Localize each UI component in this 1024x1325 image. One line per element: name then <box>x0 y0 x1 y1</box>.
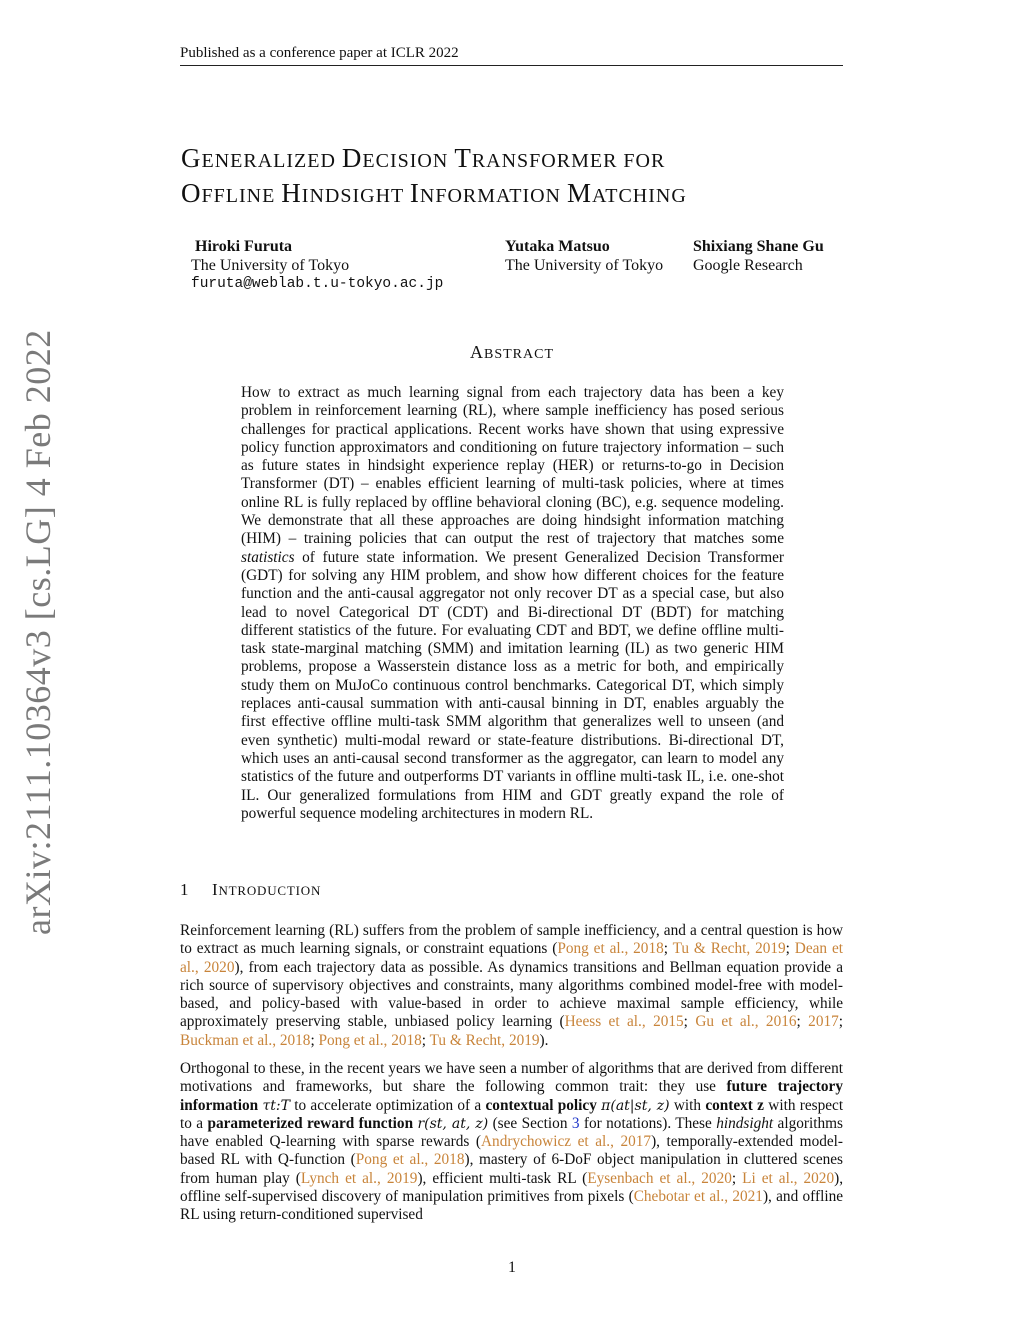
citation-link[interactable]: Heess et al., 2015 <box>564 1013 684 1031</box>
page-number: 1 <box>508 1259 516 1276</box>
citation-link[interactable]: 2017 <box>808 1013 839 1031</box>
citation-link[interactable]: Chebotar et al., 2021 <box>633 1188 763 1206</box>
intro-paragraph-2: Orthogonal to these, in the recent years we have seen a number of algorithms that are derived from different motivations and frameworks, but share the following common trait: they use future trajectory information τt:T to accelerate optimization of a contextual policy π(at|st, z) with context z with respect to a parameterized reward function r(st, at, z) (see Section 3 for notations). These hindsight algorithms have enabled Q-learning with sparse rewards (Andrychowicz et al., 2017), temporally-extended model-based RL with Q-function (Pong et al., 2018), mastery of 6-DoF object manipulation in cluttered scenes from human play (Lynch et al., 2019), efficient multi-task RL (Eysenbach et al., 2020; Li et al., 2020), offline self-supervised discovery of manipulation primitives from pixels (Chebotar et al., 2021), and offline RL using return-conditioned supervised <box>180 1060 844 1224</box>
citation-link[interactable]: Pong et al., 2018 <box>557 940 664 958</box>
author-affiliation: The University of Tokyo <box>191 257 350 274</box>
section-reference-link[interactable]: 3 <box>571 1114 580 1132</box>
author-block <box>505 237 663 275</box>
abstract-heading: ABSTRACT <box>469 342 554 362</box>
author-email[interactable]: furuta@weblab.t.u-tokyo.ac.jp <box>191 276 444 292</box>
citation-link[interactable]: Eysenbach et al., 2020 <box>587 1169 732 1187</box>
section-heading-introduction: 1 INTRODUCTION <box>180 880 322 899</box>
author-name: Hiroki Furuta <box>195 238 293 255</box>
author-affiliation: The University of Tokyo <box>505 257 664 274</box>
citation-link[interactable]: Dean et al., 2020 <box>180 940 843 976</box>
citation-link[interactable]: Li et al., 2020 <box>742 1169 835 1187</box>
citation-link[interactable]: Buckman et al., 2018 <box>180 1031 311 1049</box>
arxiv-identifier[interactable]: arXiv:2111.10364v3 [cs.LG] 4 Feb 2022 <box>18 329 58 935</box>
author-block <box>191 237 443 294</box>
citation-link[interactable]: Lynch et al., 2019 <box>300 1169 418 1187</box>
citation-link[interactable]: Tu & Recht, 2019 <box>429 1031 540 1049</box>
math-reward: r(st, at, z) <box>417 1115 489 1132</box>
running-header: Published as a conference paper at ICLR 2022 <box>180 44 843 66</box>
citation-link[interactable]: Pong et al., 2018 <box>355 1151 465 1169</box>
intro-paragraph-1: Reinforcement learning (RL) suffers from the problem of sample inefficiency, and a central question is how to extract as much learning signals, or constraint equations (Pong et al., 2018; Tu & Recht, 2019; Dean et al., 2020), from each trajectory data as possible. As dynamics transitions and Bellman equation provide a rich source of supervisory objectives and constraints, many algorithms combined model-free with model-based, and policy-based with value-based in order to achieve maximal sample efficiency, while approximately preserving stable, unbiased policy learning (Heess et al., 2015; Gu et al., 2016; 2017; Buckman et al., 2018; Pong et al., 2018; Tu & Recht, 2019). <box>180 922 844 1049</box>
citation-link[interactable]: Andrychowicz et al., 2017 <box>481 1133 652 1151</box>
citation-link[interactable]: Gu et al., 2016 <box>695 1013 797 1031</box>
title-line-1: GENERALIZED DECISION TRANSFORMER FOR <box>181 143 666 173</box>
author-affiliation: Google Research <box>693 257 803 274</box>
paper-title <box>181 142 861 212</box>
author-block <box>693 237 824 275</box>
abstract-emphasis: statistics <box>241 548 295 566</box>
math-policy: π(at|st, z) <box>601 1097 670 1114</box>
title-line-2: OFFLINE HINDSIGHT INFORMATION MATCHING <box>181 178 687 208</box>
author-name: Shixiang Shane Gu <box>693 238 824 255</box>
citation-link[interactable]: Pong et al., 2018 <box>318 1031 422 1049</box>
abstract-body: How to extract as much learning signal from each trajectory data has been a key problem in reinforcement learning (RL), where sample inefficiency has posed serious challenges for practical applications. Recent works have shown that using expressive policy function approximators and conditioning on future trajectory information – such as future states in hindsight experience replay (HER) or returns-to-go in Decision Transformer (DT) – enables efficient learning of multi-task policies, where at times online RL is fully replaced by offline behavioral cloning (BC), e.g. sequence modeling. We demonstrate that all these approaches are doing hindsight information matching (HIM) – training policies that can output the rest of trajectory that matches some statistics of future state information. We present Generalized Decision Transformer (GDT) for solving any HIM problem, and show how different choices for the feature function and the anti-causal aggregator not only recover DT as a special case, but also lead to novel Categorical DT (CDT) and Bi-directional DT (BDT) for matching different statistics of the future. For evaluating CDT and BDT, we define offline multi-task state-marginal matching (SMM) and imitation learning (IL) as two generic HIM problems, propose a Wasserstein distance loss as a metric for both, and empirically study them on MuJoCo continuous control benchmarks. Categorical DT, which simply replaces anti-causal summation with anti-causal binning in DT, enables arguably the first effective offline multi-task SMM algorithm that generalizes well to unseen (and even synthetic) multi-modal reward or state-feature distributions. Bi-directional DT, which uses an anti-causal second transformer as the aggregator, can learn to model any statistics of the future and outperforms DT variants in offline multi-task IL, i.e. one-shot IL. Our generalized formulations from HIM and GDT greatly expand the role of powerful sequence modeling architectures in modern RL. <box>241 384 784 822</box>
author-name: Yutaka Matsuo <box>505 238 610 255</box>
math-trajectory: τt:T <box>262 1097 290 1114</box>
citation-link[interactable]: Tu & Recht, 2019 <box>672 940 786 958</box>
